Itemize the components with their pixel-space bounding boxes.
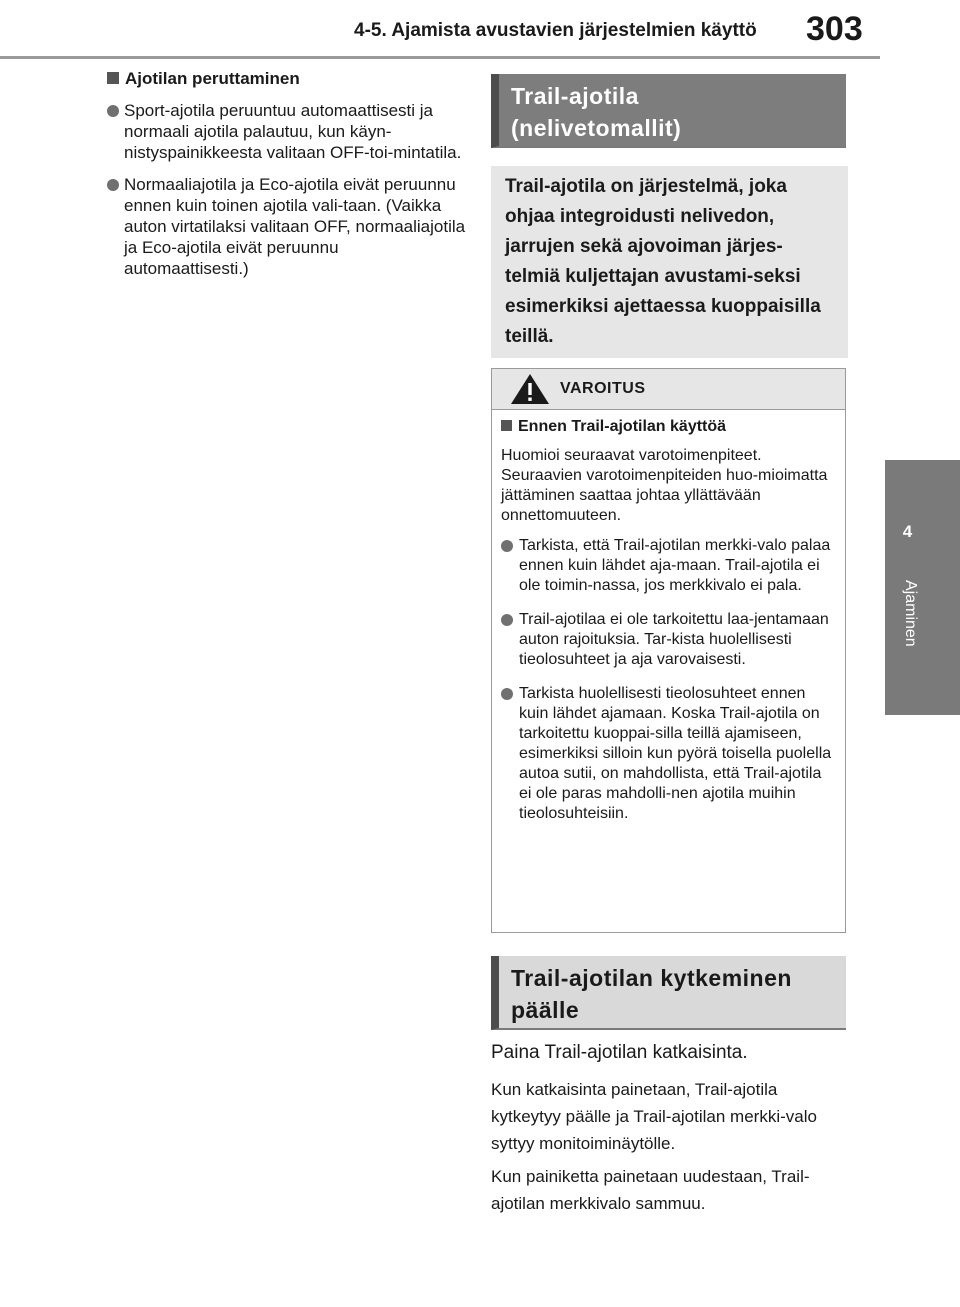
- chapter-side-tab: [885, 460, 960, 715]
- section-title-trail-mode: Trail-ajotila (nelivetomallit): [491, 74, 846, 148]
- subsection-heading: Ajotilan peruttaminen: [107, 68, 467, 90]
- instruction-text: Paina Trail-ajotilan katkaisinta.: [491, 1042, 748, 1063]
- body-paragraph: Kun painiketta painetaan uudestaan, Trail-ajotilan merkkivalo sammuu.: [491, 1167, 810, 1213]
- list-item: Trail-ajotilaa ei ole tarkoitettu laa-jentamaan auton rajoituksia. Tar-kista huolellisesti tieolosuhteet ja aja varovaisesti.: [501, 610, 836, 670]
- circle-bullet-icon: [501, 540, 513, 552]
- warning-box: [491, 368, 846, 933]
- list-item: Sport-ajotila peruuntuu automaattisesti ja normaali ajotila palautuu, kun käyn-nistyspainikkeesta valitaan OFF-toi-mintatila.: [107, 100, 467, 163]
- header-divider: [0, 56, 880, 59]
- body-paragraph: Kun katkaisinta painetaan, Trail-ajotila kytkeytyy päälle ja Trail-ajotilan merkki-valo syttyy monitoiminäytölle.: [491, 1080, 817, 1153]
- warning-label: VAROITUS: [560, 380, 646, 397]
- list-item: Tarkista, että Trail-ajotilan merkki-valo palaa ennen kuin lähdet aja-maan. Trail-ajotila ei ole toimin-nassa, jos merkkivalo ei pala.: [501, 536, 836, 596]
- circle-bullet-icon: [107, 179, 119, 191]
- chapter-label: Ajaminen: [902, 580, 919, 647]
- warning-heading: Ennen Trail-ajotilan käyttöä: [501, 416, 836, 438]
- circle-bullet-icon: [107, 105, 119, 117]
- list-item: Tarkista huolellisesti tieolosuhteet ennen kuin lähdet ajamaan. Koska Trail-ajotila on tarkoitettu kuoppai-silla teillä ajamiseen, esimerkiksi silloin kun pyörä toisella puolella autoa sutii, on mahdollista, että Trail-ajotila ei ole paras mahdolli-nen ajotila muihin tieolosuhteisiin.: [501, 684, 836, 824]
- circle-bullet-icon: [501, 688, 513, 700]
- list-item: Normaaliajotila ja Eco-ajotila eivät peruunnu ennen kuin toinen ajotila vali-taan. (Vaikka auton virtatilaksi valitaan OFF, normaaliajotila ja Eco-ajotila eivät peruunnu automaattisesti.): [107, 174, 467, 279]
- warning-intro: Huomioi seuraavat varotoimenpiteet. Seuraavien varotoimenpiteiden huo-mioimatta jättäminen saattaa johtaa yllättävään onnettomuuteen.: [501, 447, 828, 524]
- left-column: [107, 68, 467, 290]
- square-bullet-icon: [501, 420, 512, 431]
- section-title-trail-activation: Trail-ajotilan kytkeminen päälle: [491, 956, 846, 1030]
- page-number: 303: [806, 10, 863, 48]
- chapter-header-title: 4-5. Ajamista avustavien järjestelmien käyttö: [354, 20, 757, 41]
- warning-body: [492, 410, 845, 824]
- warning-header: [492, 369, 845, 410]
- circle-bullet-icon: [501, 614, 513, 626]
- square-bullet-icon: [107, 72, 119, 84]
- chapter-number: 4: [902, 522, 913, 541]
- warning-triangle-icon: [510, 373, 550, 405]
- section-intro-box: Trail-ajotila on järjestelmä, joka ohjaa integroidusti nelivedon, jarrujen sekä ajovoiman järjes-telmiä kuljettajan avustami-seksi esimerkiksi ajettaessa kuoppaisilla teillä.: [491, 166, 848, 358]
